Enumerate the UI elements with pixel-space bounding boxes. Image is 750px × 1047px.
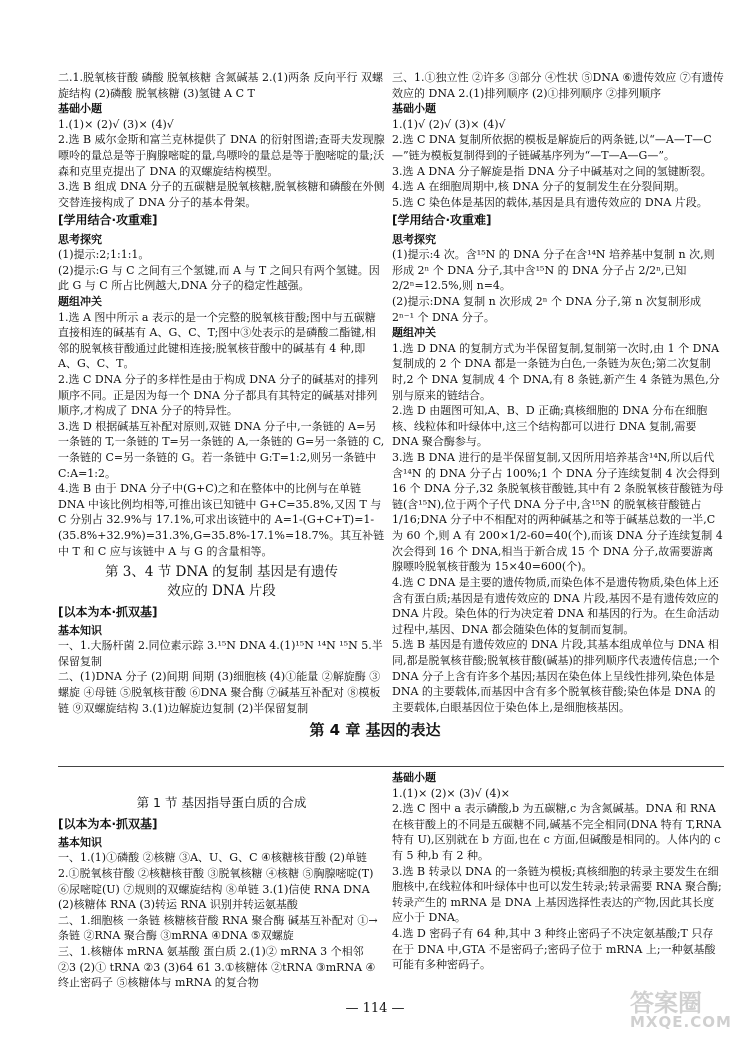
subheading: 基础小题 [392, 102, 436, 116]
answer-line: 3.选 B 转录以 DNA 的一条链为模板;真核细胞的转录主要发生在细胞核中,在线粒体和叶绿体中也可以发生转录;转录需要 RNA 聚合酶;转录产生的 mRNA 是 DNA 上基因选择性表达的产物,因此其长度应小于 DNA。 [392, 864, 722, 925]
chapter-title: 第 4 章 基因的表达 [309, 721, 441, 739]
section-banner: [ 以本为本·抓双基 ] [58, 604, 385, 621]
answer-line: 5.选 C 染色体是基因的载体,基因是具有遗传效应的 DNA 片段。 [392, 195, 708, 209]
answer-line: 4.选 C DNA 是主要的遗传物质,而染色体不是遗传物质,染色体上还含有蛋白质;基因是有遗传效应的 DNA 片段,基因不是有遗传效应的 DNA 片段。染色体的行为决定着 DNA 和基因的行为。在生命活动过程中,基因、DNA 都会随染色体的复制而复制。 [392, 575, 720, 636]
answer-line: 5.选 B 基因是有遗传效应的 DNA 片段,其基本组成单位与 DNA 相同,都是脱氧核苷酸;脱氧核苷酸(碱基)的排列顺序代表遗传信息;一个 DNA 分子上含有许多个基因;基因在染色体上呈线性排列,染色体是 DNA 的主要载体,而基因中含有多个脱氧核苷酸;染色体是 DNA 的主要载体,白眼基因位于染色体上,是细胞核基因。 [392, 638, 720, 714]
subheading: 基础小题 [58, 102, 102, 116]
answer-line: 一、1.大肠杆菌 2.同位素示踪 3.¹⁵N DNA 4.(1)¹⁵N ¹⁴N ¹⁵N 5.半保留复制 [58, 639, 383, 668]
subheading: 思考探究 [392, 232, 436, 246]
section-banner: [ 学用结合·攻重难 ] [392, 212, 724, 229]
answer-line: (2)提示:G 与 C 之间有三个氢键,而 A 与 T 之间只有两个氢键。因此 G 与 C 所占比例越大,DNA 分子的稳定性越强。 [58, 263, 380, 293]
subheading: 基本知识 [58, 623, 102, 637]
answer-line: 2.选 C DNA 分子的多样性是由于构成 DNA 分子的碱基对的排列顺序不同。正是因为每一个 DNA 分子都具有其特定的碱基对排列顺序,才构成了 DNA 分子的特异性。 [58, 373, 379, 418]
answer-line: 1.选 A 图中所示 a 表示的是一个完整的脱氧核苷酸;图中与五碳糖直接相连的碱基有 A、G、C、T;图中③处表示的是磷酸二酯键,相邻的脱氧核苷酸通过此键相连接;脱氧核苷酸中的碱基有 4 种,即 A、G、C、T。 [58, 310, 376, 371]
answer-line: 2.①脱氧核苷酸 ②核糖核苷酸 ③脱氧核糖 ④核糖 ⑤胸腺嘧啶(T) ⑥尿嘧啶(U) ⑦规则的双螺旋结构 ⑧单链 3.(1)信使 RNA DNA (2)核糖体 RNA (3)转运 RNA 识别并转运氨基酸 [58, 867, 374, 912]
section-title: 效应的 DNA 片段 [167, 583, 276, 600]
answer-line: 二.1.脱氧核苷酸 磷酸 脱氧核糖 含氮碱基 2.(1)两条 反向平行 双螺旋结构 (2)磷酸 脱氧核糖 (3)氢键 A C T [58, 71, 384, 100]
answer-line: (2)提示:DNA 复制 n 次形成 2ⁿ 个 DNA 分子,第 n 次复制形成 2ⁿ⁻¹ 个 DNA 分子。 [392, 294, 701, 324]
answer-line: 2.选 B 威尔金斯和富兰克林提供了 DNA 的衍射图谱;查哥夫发现腺嘌呤的量总是等于胸腺嘧啶的量,鸟嘌呤的量总是等于胞嘧啶的量;沃森和克里克提出了 DNA 的双螺旋结构模型。 [58, 133, 385, 178]
subheading: 题组冲关 [58, 294, 102, 308]
answer-line: 4.选 A 在细胞周期中,核 DNA 分子的复制发生在分裂间期。 [392, 180, 686, 194]
right-column-lower [392, 770, 724, 973]
answer-line: 3.选 D 根据碱基互补配对原则,双链 DNA 分子中,一条链的 A=另一条链的 T,一条链的 T=另一条链的 A,一条链的 G=另一条链的 C,一条链的 C=另一条链的 G。若一条链中 G:T=1:2,则另一条链中 C:A=1:2。 [58, 419, 385, 480]
answer-line: (1)提示:2;1:1:1。 [58, 248, 150, 262]
answer-line: 二、1.细胞核 一条链 核糖核苷酸 RNA 聚合酶 碱基互补配对 ①→条链 ②RNA 聚合酶 ③mRNA ④DNA ⑤双螺旋 [58, 913, 378, 943]
left-column-lower [58, 790, 385, 991]
answer-line: 3.选 B 组成 DNA 分子的五碳糖是脱氧核糖,脱氧核糖和磷酸在外侧交替连接构成了 DNA 分子的基本骨架。 [58, 180, 385, 209]
subheading: 思考探究 [58, 232, 102, 246]
answer-line: 3.选 A DNA 分子解旋是指 DNA 分子中碱基对之间的氢键断裂。 [392, 164, 712, 178]
divider [58, 766, 724, 767]
section-banner: [ 学用结合·攻重难 ] [58, 212, 385, 229]
section-title: 第 3、4 节 DNA 的复制 基因是有遗传 [104, 564, 339, 581]
answer-line: 2.选 D 由题图可知,A、B、D 正确;真核细胞的 DNA 分布在细胞核、线粒体和叶绿体中,这三个结构都可以进行 DNA 复制,需要 DNA 聚合酶参与。 [392, 404, 708, 449]
answer-line: 1.(1)√ (2)√ (3)× (4)√ [392, 117, 506, 131]
answer-line: 1.选 D DNA 的复制方式为半保留复制,复制第一次时,由 1 个 DNA 复制成的 2 个 DNA 都是一条链为白色,一条链为灰色;第二次复制时,2 个 DNA 复制成 4 个 DNA,有 8 条链,新产生 4 条链为黑色,分别与原来的链结合。 [392, 341, 720, 402]
answer-line: 4.选 B 由于 DNA 分子中(G+C)之和在整体中的比例与在单链 DNA 中该比例均相等,可推出该已知链中 G+C=35.8%,又因 T 与 C 分别占 32.9%与 17.1%,可求出该链中的 A=1-(G+C+T)=1-(35.8%+32.9%)=31.3%,G=35.8%-17.1%=18.7%。其互补链中 T 和 C 应与该链中 A 与 G 的含量相等。 [58, 482, 385, 558]
answer-line: 1.(1)× (2)× (3)√ (4)× [392, 786, 510, 800]
subheading: 基础小题 [392, 771, 436, 784]
right-column [392, 70, 724, 715]
watermark-text: 答案圈 [630, 989, 702, 1017]
section-title: 第 1 节 基因指导蛋白质的合成 [136, 795, 307, 810]
subheading: 题组冲关 [392, 326, 436, 340]
answer-line: 二、(1)DNA 分子 (2)间期 间期 (3)细胞核 (4)①能量 ②解旋酶 ③螺旋 ④母链 ⑤脱氧核苷酸 ⑥DNA 聚合酶 ⑦碱基互补配对 ⑧模板链 ⑨双螺旋结构 3.(1)边解旋边复制 (2)半保留复制 [58, 670, 381, 715]
watermark-url: MXQE.COM [630, 1012, 732, 1031]
answer-line: 2.选 C 图中 a 表示磷酸,b 为五碳糖,c 为含氮碱基。DNA 和 RNA 在核苷酸上的不同是五碳糖不同,碱基不完全相同(DNA 特有 T,RNA 特有 U),区别就在 b 方面,也在 c 方面,但碱酸是相同的。人体内的 c 有 5 种,b 有 2 种。 [392, 802, 722, 863]
answer-line: 2.选 C DNA 复制所依据的模板是解旋后的两条链,以“—A—T—C—”链为模板复制得到的子链碱基序列为“—T—A—G—”。 [392, 133, 712, 163]
answer-line: 一、1.(1)①磷酸 ②核糖 ③A、U、G、C ④核糖核苷酸 (2)单链 [58, 851, 367, 865]
answer-line: 4.选 D 密码子有 64 种,其中 3 种终止密码子不决定氨基酸;T 只存在于 DNA 中,GTA 不是密码子;密码子位于 mRNA 上;一种氨基酸可能有多种密码子。 [392, 927, 716, 972]
page-number: — 114 — [345, 1001, 405, 1016]
answer-line: (1)提示:4 次。含¹⁵N 的 DNA 分子在含¹⁴N 培养基中复制 n 次,则形成 2ⁿ 个 DNA 分子,其中含¹⁵N 的 DNA 分子占 2/2ⁿ,已知 2/2ⁿ=12.5%,则 n=4。 [392, 248, 715, 293]
left-column [58, 70, 385, 716]
watermark-logo [630, 989, 740, 1042]
answer-line: 3.选 B DNA 进行的是半保留复制,又因所用培养基含¹⁴N,所以后代含¹⁴N 的 DNA 分子占 100%;1 个 DNA 分子连续复制 4 次会得到 16 个 DNA 分子,32 条脱氧核苷酸链,其中有 2 条脱氧核苷酸链为母链(含¹⁵N),位于两个子代 DNA 分子中,含¹⁵N 的脱氧核苷酸链占 1/16;DNA 分子中不相配对的两种碱基之和等于碱基总数的一半,C 为 60 个,则 A 有 200×1/2-60=40(个),而该 DNA 分子连续复制 4 次会得到 16 个 DNA,相当于新合成 15 个 DNA 分子,故需要游离腺嘌呤脱氧核苷酸为 15×40=600(个)。 [392, 451, 724, 574]
section-banner: [ 以本为本·抓双基 ] [58, 816, 385, 833]
answer-line: 1.(1)× (2)√ (3)× (4)√ [58, 117, 174, 131]
answer-line: 三、1.①独立性 ②许多 ③部分 ④性状 ⑤DNA ⑥遗传效应 ⑦有遗传效应的 DNA 2.(1)排列顺序 (2)①排列顺序 ②排列顺序 [392, 71, 724, 100]
answer-line: 三、1.核糖体 mRNA 氨基酸 蛋白质 2.(1)② mRNA 3 个相邻 ②3 (2)① tRNA ②3 (3)64 61 3.①核糖体 ②tRNA ③mRNA ④终止密码子 ⑤核糖体与 mRNA 的复合物 [58, 945, 376, 990]
subheading: 基本知识 [58, 835, 102, 849]
